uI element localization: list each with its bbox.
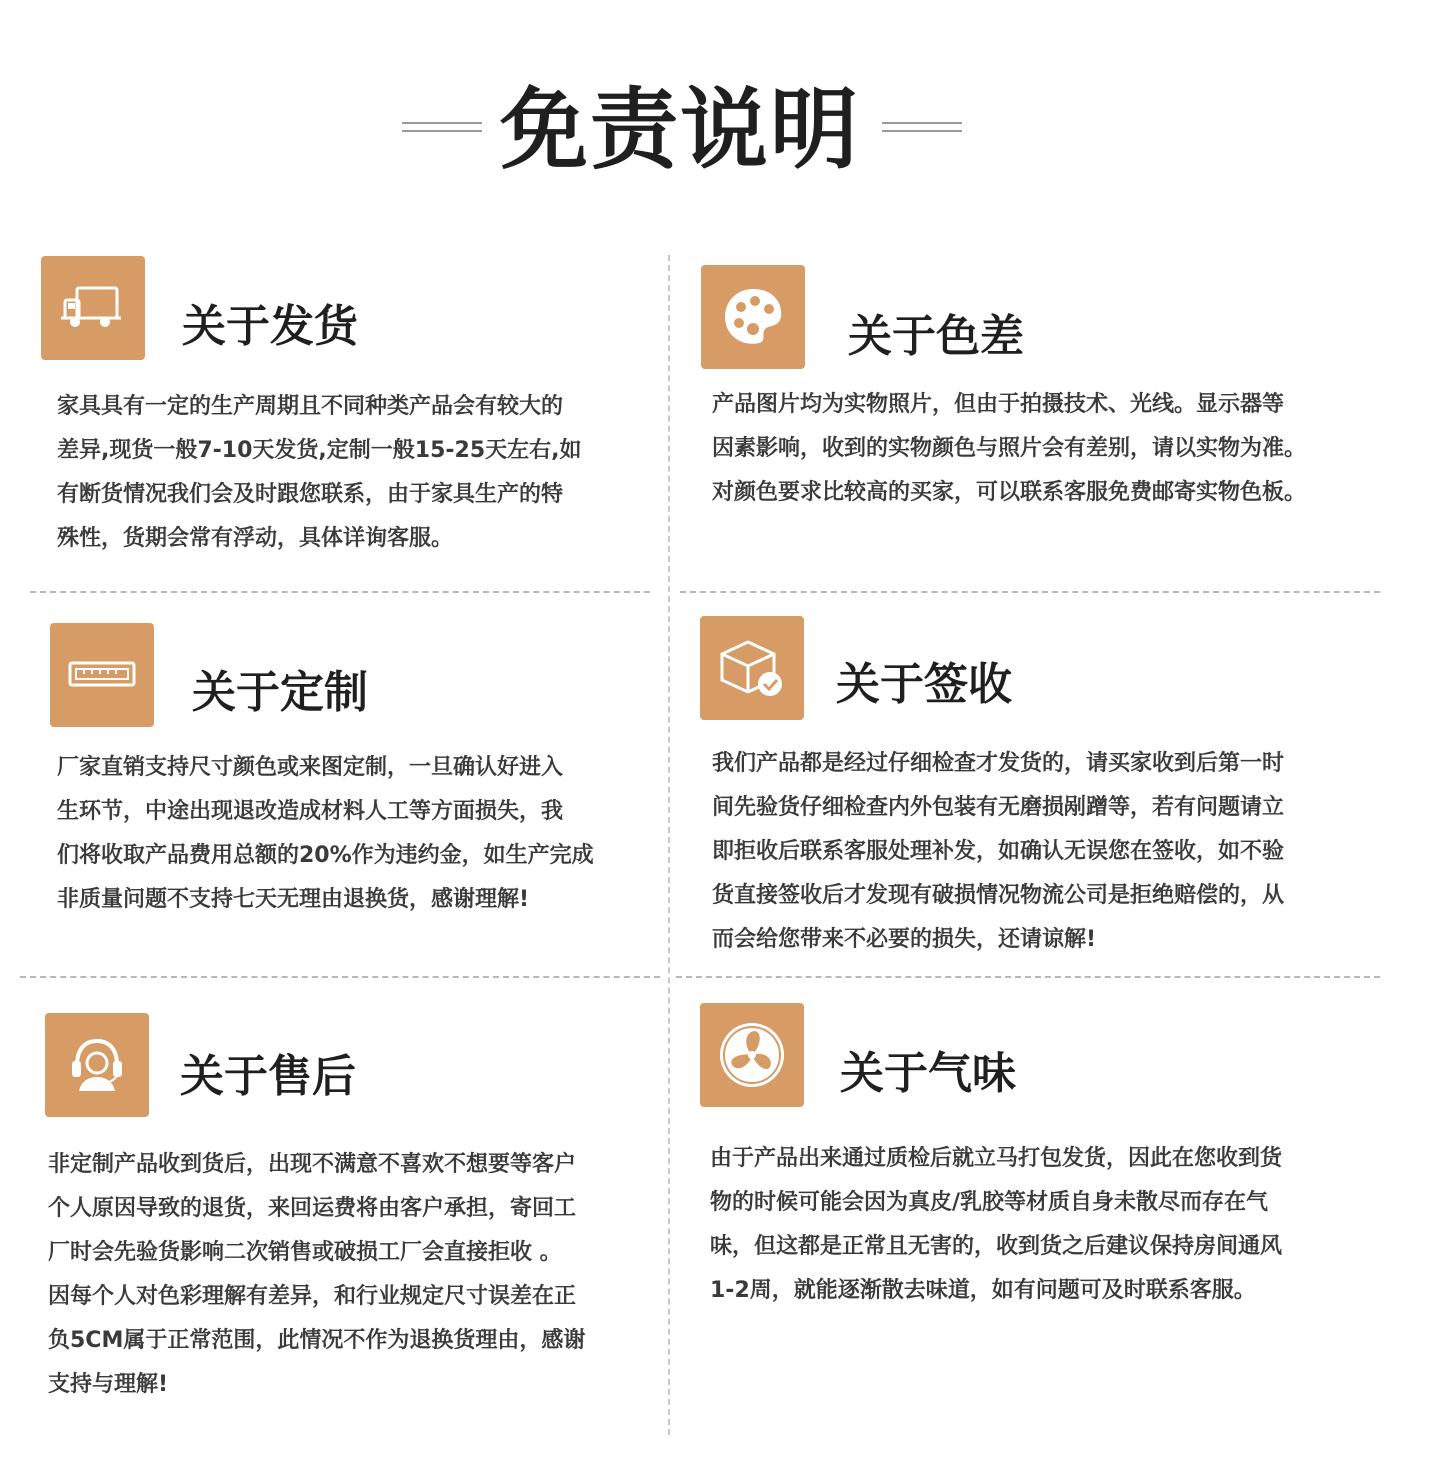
section-line: 差异,现货一般7-10天发货,定制一般15-25天左右,如 (57, 438, 582, 463)
section-title: 关于色差 (848, 311, 1024, 362)
headset-icon (45, 1013, 149, 1117)
section-line: 货直接签收后才发现有破损情况物流公司是拒绝赔偿的，从 (712, 883, 1285, 908)
section-line: 负5CM属于正常范围，此情况不作为退换货理由，感谢 (48, 1328, 586, 1353)
horizontal-divider (20, 976, 660, 978)
section-line: 殊性，货期会常有浮动，具体详询客服。 (57, 526, 454, 551)
section-body (57, 385, 582, 561)
vertical-divider (668, 255, 670, 1435)
section-body (48, 1143, 585, 1407)
section-body (712, 742, 1284, 962)
section-line: 家具具有一定的生产周期且不同种类产品会有较大的 (57, 394, 564, 419)
section-title: 关于气味 (840, 1048, 1016, 1099)
section-line: 厂时会先验货影响二次销售或破损工厂会直接拒收 。 (48, 1240, 562, 1265)
title-decoration-left (402, 120, 482, 134)
page-title: 免责说明 (500, 78, 861, 181)
truck-icon (41, 256, 145, 360)
section-line: 即拒收后联系客服处理补发，如确认无误您在签收，如不验 (712, 839, 1285, 864)
section-line: 厂家直销支持尺寸颜色或来图定制，一旦确认好进入 (57, 755, 564, 780)
section-line: 对颜色要求比较高的买家，可以联系客服免费邮寄实物色板。 (712, 480, 1307, 505)
section-title: 关于售后 (180, 1051, 356, 1102)
section-line: 我们产品都是经过仔细检查才发货的，请买家收到后第一时 (712, 751, 1285, 776)
section-title: 关于签收 (836, 659, 1012, 710)
fan-icon (700, 1003, 804, 1107)
palette-icon (701, 265, 805, 369)
section-line: 1-2周，就能逐渐散去味道，如有问题可及时联系客服。 (710, 1278, 1256, 1303)
section-line: 味，但这都是正常且无害的，收到货之后建议保持房间通风 (710, 1234, 1283, 1259)
section-line: 们将收取产品费用总额的20%作为违约金，如生产完成 (57, 843, 594, 868)
section-line: 因素影响，收到的实物颜色与照片会有差别，请以实物为准。 (712, 436, 1307, 461)
section-line: 生环节，中途出现退改造成材料人工等方面损失，我 (57, 799, 564, 824)
horizontal-divider (676, 976, 1380, 978)
section-line: 非质量问题不支持七天无理由退换货，感谢理解! (57, 887, 530, 912)
section-line: 个人原因导致的退货，来回运费将由客户承担，寄回工 (48, 1196, 577, 1221)
section-line: 因每个人对色彩理解有差异，和行业规定尺寸误差在正 (48, 1284, 577, 1309)
section-line: 物的时候可能会因为真皮/乳胶等材质自身未散尽而存在气 (710, 1190, 1269, 1215)
title-decoration-right (882, 120, 962, 134)
section-title: 关于发货 (182, 301, 358, 352)
section-title: 关于定制 (192, 667, 368, 718)
horizontal-divider (30, 591, 650, 593)
ruler-icon (50, 623, 154, 727)
section-body (712, 383, 1306, 515)
section-line: 产品图片均为实物照片，但由于拍摄技术、光线。显示器等 (712, 392, 1285, 417)
section-body (57, 746, 594, 922)
section-body (710, 1137, 1282, 1313)
section-line: 有断货情况我们会及时跟您联系，由于家具生产的特 (57, 482, 564, 507)
horizontal-divider (680, 591, 1380, 593)
section-line: 支持与理解! (48, 1372, 169, 1397)
section-line: 而会给您带来不必要的损失，还请谅解! (712, 927, 1097, 952)
section-line: 非定制产品收到货后，出现不满意不喜欢不想要等客户 (48, 1152, 577, 1177)
package-check-icon (700, 616, 804, 720)
section-line: 间先验货仔细检查内外包装有无磨损剐蹭等，若有问题请立 (712, 795, 1285, 820)
page-header (0, 80, 1440, 190)
section-line: 由于产品出来通过质检后就立马打包发货，因此在您收到货 (710, 1146, 1283, 1171)
